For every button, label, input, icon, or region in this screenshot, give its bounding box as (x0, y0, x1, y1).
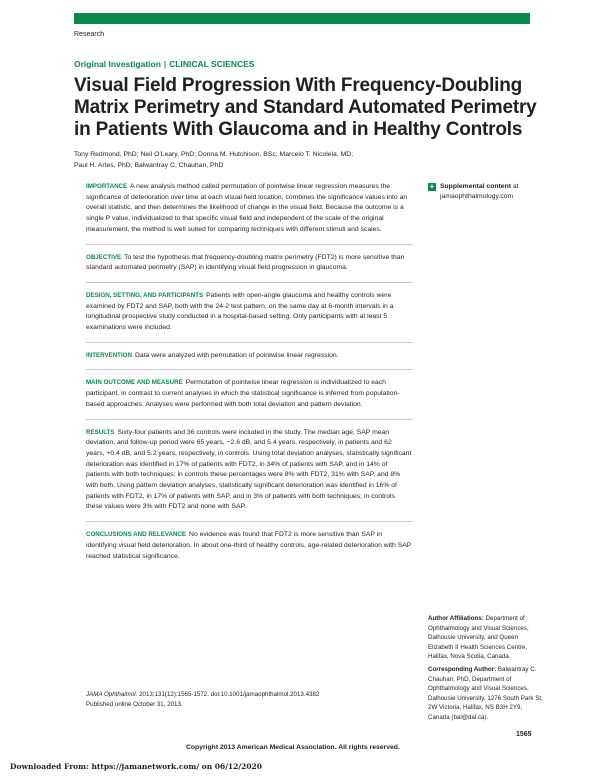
abstract (86, 182, 412, 578)
conclusions-text: No evidence was found that FDT2 is more sensitive than SAP in identifying visual field deterioration. In about one-third of healthy controls, age-related deterioration with SAP reached statistical significance. (86, 531, 412, 560)
title-line: Matrix Perimetry and Standard Automated Perimetry (74, 97, 537, 118)
author-affiliations (428, 614, 544, 726)
download-stamp: Downloaded From: https://jamanetwork.com/ on 06/12/2020 (10, 762, 262, 771)
supplemental-content-link[interactable] (428, 182, 538, 202)
page-number: 1565 (516, 731, 532, 738)
abstract-intervention (86, 351, 412, 371)
intervention-heading: INTERVENTION (86, 351, 132, 359)
author-line: Paul H. Artes, PhD; Balwantray C. Chauhan, PhD (74, 162, 224, 169)
abstract-objective (86, 253, 412, 283)
abstract-conclusions (86, 530, 412, 570)
corresponding-text: Balwantray C. Chauhan, PhD, Department of Ophthalmology and Visual Sciences, Dalhousie University, 1276 South Park St, 2W Victoria, Halifax, NS B3H 2Y9, Canada (bal@dal.ca). (428, 665, 543, 721)
section-label: Research (74, 31, 104, 38)
results-text: Sixty-four patients and 36 controls were included in the study. The median age, SAP mean deviation, and follow-up period were 65 years, −2.6 dB, and 5.4 years, respectively, in patients and 62 years, +0.4 dB, and 5.2 years, respectively, in controls. Using total deviation analyses, statistically significant deterioration was identified in 17% of patients with FDT2, in 34% of patients with SAP, and in 14% of patients with both techniques; in controls these percentages were 8% with FDT2, 31% with SAP, and 8% with both. Using pattern deviation analyses, statistically significant deterioration was identified in 16% of patients with FDT2, in 17% of patients with SAP, and in 3% of patients with both techniques; in controls these values were 3% with FDT2 and none with SAP. (86, 428, 412, 511)
article-title (74, 75, 537, 141)
article-section: CLINICAL SCIENCES (169, 59, 255, 69)
supplement-label: Supplemental content (440, 183, 511, 190)
supplement-text (440, 182, 538, 202)
article-type: Original Investigation (74, 59, 161, 69)
corresponding-label: Corresponding Author: (428, 665, 497, 673)
article-kicker (74, 59, 254, 69)
affiliation-label: Author Affiliations: (428, 615, 484, 622)
plus-icon: + (429, 182, 435, 191)
kicker-separator: | (163, 59, 167, 69)
design-text: Patients with open-angle glaucoma and healthy controls were examined by FDT2 and SAP, both with the 24-2 test pattern, on the same day at 6-month intervals in a longitudinal prospective study conducted in a hospital-based setting. Only participants with at least 5 examinations were included. (86, 291, 394, 332)
conclusions-heading: CONCLUSIONS AND RELEVANCE (86, 531, 187, 539)
objective-text: To test the hypothesis that frequency-doubling matrix perimetry (FDT2) is more sensitive than standard automated perimetry (SAP) in identifying visual field progression in glaucoma. (86, 253, 405, 272)
affiliation-block (428, 614, 544, 662)
journal-name: JAMA Ophthalmol. (86, 691, 138, 698)
author-line: Tony Redmond, PhD; Neil O'Leary, PhD; Donna M. Hutchison, BSc; Marcelo T. Nicolela, MD; (74, 151, 354, 158)
outcome-heading: MAIN OUTCOME AND MEASURE (86, 379, 183, 387)
citation-detail: 2013;131(12):1565-1572. doi:10.1001/jamaophthalmol.2013.4382 (139, 691, 320, 698)
affiliation-text: Department of Ophthalmology and Visual Sciences, Dalhousie University, and Queen Elizabeth II Health Sciences Centre, Halifax, Nova Scotia, Canada. (428, 615, 529, 661)
citation-ref (86, 690, 386, 700)
intervention-text: Data were analyzed with permutation of pointwise linear regression. (134, 351, 339, 359)
abstract-results (86, 428, 412, 523)
published-date: Published online October 31, 2013. (86, 700, 183, 708)
citation (86, 690, 386, 709)
title-line: Visual Field Progression With Frequency-Doubling (74, 75, 523, 96)
supplement-url[interactable]: at jamaophthalmology.com (440, 183, 519, 200)
outcome-text: Permutation of pointwise linear regression is individualized to each participant, in contrast to current analyses in which the statistical significance is inferred from population-based approaches. Analyses were performed with both total deviation and pattern deviation. (86, 379, 400, 408)
title-line: in Patients With Glaucoma and in Healthy Controls (74, 119, 523, 140)
journal-header-bar (74, 13, 530, 24)
abstract-importance (86, 182, 412, 245)
importance-heading: IMPORTANCE (86, 183, 128, 190)
objective-heading: OBJECTIVE (86, 253, 122, 261)
results-heading: RESULTS (86, 428, 115, 436)
design-heading: DESIGN, SETTING, AND PARTICIPANTS (86, 291, 204, 299)
copyright-notice: Copyright 2013 American Medical Association. All rights reserved. (186, 744, 400, 751)
author-list (74, 149, 353, 171)
importance-text: A new analysis method called permutation of pointwise linear regression measures the significance of deterioration over time at each visual field location, combines the significance values into an overall statistic, and then determines the likelihood of change in the visual field. Because the outcome is a single P value, individualized to that specific visual field and independent of the scale of the original measurement, the method is well suited for comparing techniques with different stimuli and scales. (86, 183, 408, 233)
abstract-outcome (86, 378, 412, 419)
corresponding-author-block (428, 665, 544, 723)
abstract-design (86, 291, 412, 343)
